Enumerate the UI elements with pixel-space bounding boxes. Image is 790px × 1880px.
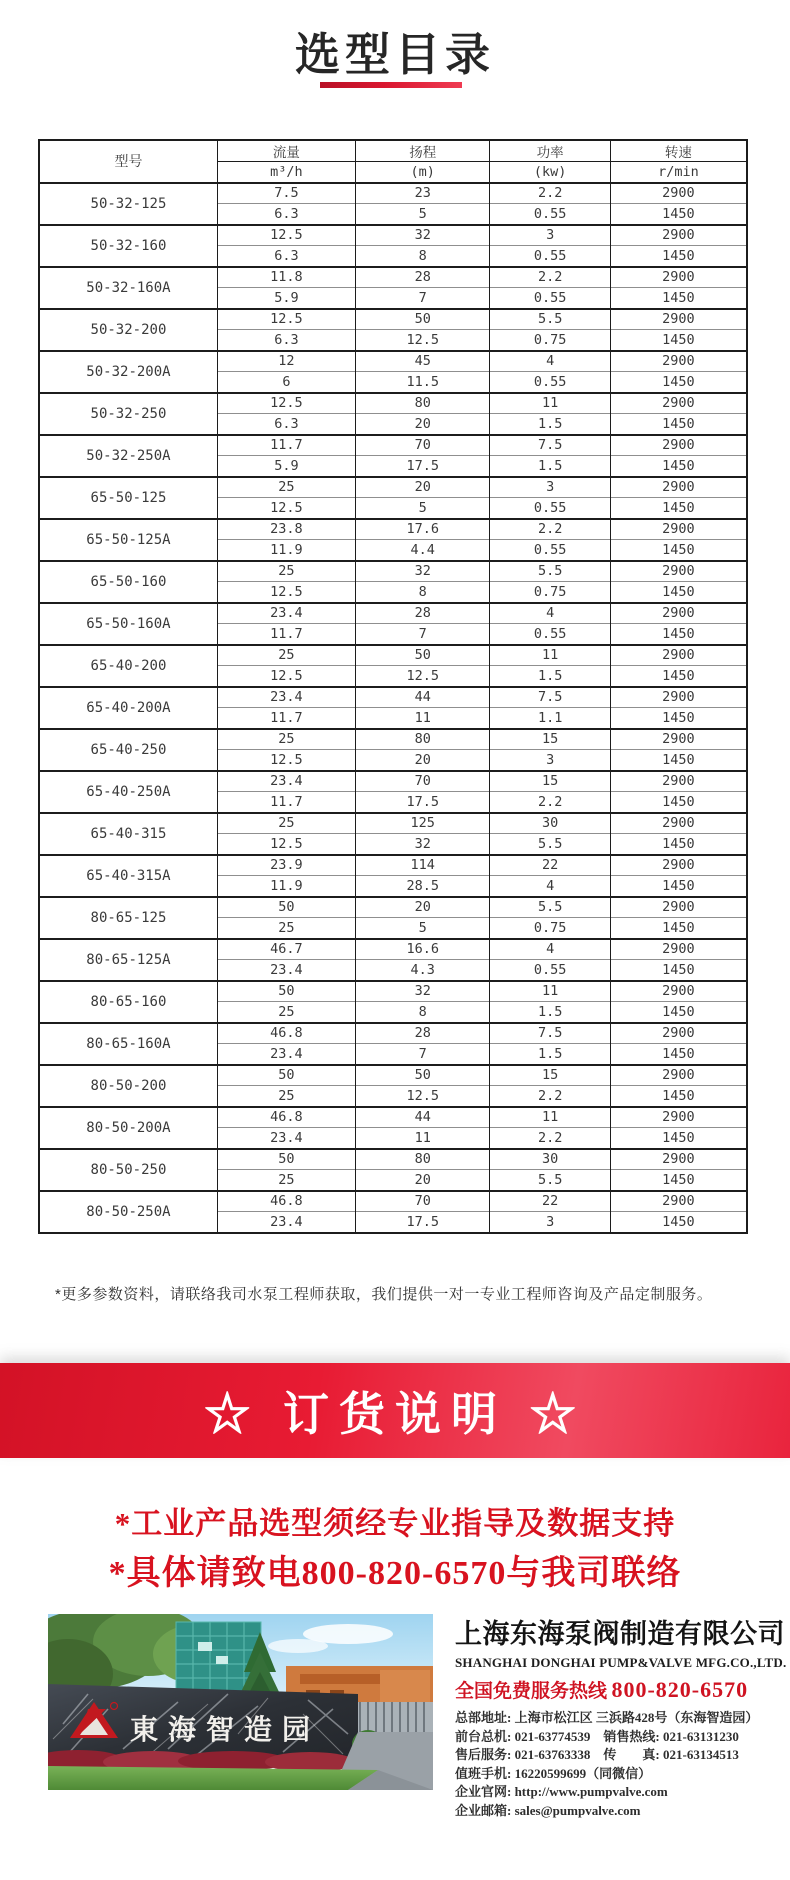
model-cell: 65-40-250: [39, 729, 217, 771]
table-cell: 2900: [610, 687, 747, 708]
table-cell: 70: [355, 435, 490, 456]
model-cell: 80-65-160A: [39, 1023, 217, 1065]
table-cell: 45: [355, 351, 490, 372]
table-cell: 23.4: [217, 960, 355, 981]
table-cell: 25: [217, 1170, 355, 1191]
table-cell: 1450: [610, 246, 747, 267]
table-cell: 4: [490, 351, 610, 372]
table-cell: 70: [355, 771, 490, 792]
table-cell: 46.7: [217, 939, 355, 960]
table-cell: 6.3: [217, 330, 355, 351]
table-cell: 23.4: [217, 1212, 355, 1233]
table-cell: 3: [490, 750, 610, 771]
table-cell: 1.5: [490, 1044, 610, 1065]
table-cell: 5.5: [490, 897, 610, 918]
table-cell: 0.55: [490, 498, 610, 519]
table-cell: 25: [217, 813, 355, 834]
table-cell: 32: [355, 561, 490, 582]
table-cell: 1450: [610, 456, 747, 477]
table-cell: 2900: [610, 645, 747, 666]
table-cell: 44: [355, 1107, 490, 1128]
table-cell: 12.5: [217, 225, 355, 246]
table-cell: 30: [490, 813, 610, 834]
table-cell: 50: [355, 309, 490, 330]
table-cell: 80: [355, 729, 490, 750]
model-cell: 65-40-315: [39, 813, 217, 855]
table-cell: 5.5: [490, 561, 610, 582]
table-cell: 50: [355, 645, 490, 666]
table-cell: 12.5: [355, 330, 490, 351]
model-cell: 65-40-315A: [39, 855, 217, 897]
model-cell: 80-65-125: [39, 897, 217, 939]
table-cell: 2900: [610, 981, 747, 1002]
table-cell: 1450: [610, 540, 747, 561]
model-cell: 65-40-200A: [39, 687, 217, 729]
table-cell: 11.7: [217, 708, 355, 729]
table-cell: 28: [355, 603, 490, 624]
table-cell: 2.2: [490, 519, 610, 540]
table-cell: 44: [355, 687, 490, 708]
table-cell: 1450: [610, 1086, 747, 1107]
contact-phones-1: 前台总机: 021-63774539 销售热线: 021-63131230: [455, 1728, 739, 1744]
model-cell: 80-50-250: [39, 1149, 217, 1191]
table-cell: 4.3: [355, 960, 490, 981]
table-cell: 12.5: [217, 393, 355, 414]
model-cell: 50-32-250A: [39, 435, 217, 477]
table-cell: 12.5: [217, 498, 355, 519]
table-cell: 6: [217, 372, 355, 393]
table-cell: 2900: [610, 477, 747, 498]
table-cell: 30: [490, 1149, 610, 1170]
table-cell: 0.55: [490, 372, 610, 393]
table-cell: 5.9: [217, 456, 355, 477]
table-cell: 1.5: [490, 1002, 610, 1023]
header-model: 型号: [39, 140, 217, 183]
table-cell: 1450: [610, 330, 747, 351]
table-cell: 0.55: [490, 246, 610, 267]
model-cell: 80-65-160: [39, 981, 217, 1023]
table-cell: 1450: [610, 414, 747, 435]
model-cell: 50-32-160: [39, 225, 217, 267]
table-cell: 4: [490, 939, 610, 960]
table-cell: 5.9: [217, 288, 355, 309]
table-cell: 50: [217, 981, 355, 1002]
header-speed-unit: r/min: [610, 162, 747, 183]
table-cell: 11: [490, 645, 610, 666]
table-cell: 5.5: [490, 1170, 610, 1191]
header-power: 功率: [490, 140, 610, 162]
table-cell: 0.75: [490, 582, 610, 603]
table-cell: 0.55: [490, 204, 610, 225]
table-cell: 32: [355, 981, 490, 1002]
table-cell: 7: [355, 624, 490, 645]
table-cell: 2.2: [490, 267, 610, 288]
table-cell: 1450: [610, 960, 747, 981]
table-cell: 114: [355, 855, 490, 876]
table-cell: 11: [355, 1128, 490, 1149]
table-cell: 2900: [610, 309, 747, 330]
table-cell: 1.5: [490, 666, 610, 687]
table-cell: 25: [217, 477, 355, 498]
table-cell: 25: [217, 1086, 355, 1107]
title-underline-bar: [320, 82, 462, 88]
factory-photo: [48, 1614, 433, 1790]
table-cell: 1450: [610, 792, 747, 813]
table-cell: 7.5: [490, 435, 610, 456]
table-cell: 1.1: [490, 708, 610, 729]
table-cell: 50: [217, 897, 355, 918]
table-cell: 5: [355, 204, 490, 225]
hotline-number: 800-820-6570: [611, 1677, 749, 1702]
table-cell: 125: [355, 813, 490, 834]
table-cell: 11.7: [217, 435, 355, 456]
table-cell: 2.2: [490, 1086, 610, 1107]
model-cell: 80-65-125A: [39, 939, 217, 981]
table-cell: 1450: [610, 876, 747, 897]
table-cell: 1450: [610, 372, 747, 393]
company-name-en: SHANGHAI DONGHAI PUMP&VALVE MFG.CO.,LTD.: [455, 1655, 787, 1670]
contact-website: 企业官网: http://www.pumpvalve.com: [455, 1784, 668, 1799]
model-cell: 80-50-200: [39, 1065, 217, 1107]
model-cell: 65-50-160A: [39, 603, 217, 645]
table-cell: 11: [490, 981, 610, 1002]
table-cell: 4: [490, 876, 610, 897]
contact-address: 总部地址: 上海市松江区 三浜路428号（东海智造园）: [455, 1710, 759, 1725]
table-cell: 7.5: [217, 183, 355, 204]
table-cell: 7.5: [490, 1023, 610, 1044]
model-cell: 80-50-250A: [39, 1191, 217, 1233]
model-cell: 50-32-250: [39, 393, 217, 435]
table-cell: 0.55: [490, 960, 610, 981]
table-cell: 11: [490, 393, 610, 414]
table-cell: 1450: [610, 288, 747, 309]
table-cell: 12.5: [217, 750, 355, 771]
table-cell: 23.4: [217, 603, 355, 624]
table-cell: 50: [355, 1065, 490, 1086]
table-cell: 2900: [610, 225, 747, 246]
table-cell: 1450: [610, 708, 747, 729]
table-cell: 4.4: [355, 540, 490, 561]
table-cell: 1450: [610, 582, 747, 603]
table-cell: 7.5: [490, 687, 610, 708]
table-cell: 2900: [610, 939, 747, 960]
table-cell: 6.3: [217, 204, 355, 225]
table-cell: 12: [217, 351, 355, 372]
notice-line-1: *工业产品选型须经专业指导及数据支持: [114, 1506, 676, 1541]
table-cell: 20: [355, 897, 490, 918]
table-cell: 28.5: [355, 876, 490, 897]
table-cell: 7: [355, 1044, 490, 1065]
table-cell: 2900: [610, 183, 747, 204]
table-cell: 15: [490, 1065, 610, 1086]
table-cell: 2900: [610, 855, 747, 876]
table-cell: 0.55: [490, 288, 610, 309]
table-cell: 22: [490, 1191, 610, 1212]
service-hotline: [455, 1676, 780, 1703]
table-cell: 25: [217, 561, 355, 582]
selection-table-body: [39, 183, 747, 1233]
table-cell: 2.2: [490, 792, 610, 813]
table-cell: 7: [355, 288, 490, 309]
table-cell: 17.5: [355, 456, 490, 477]
header-flow: 流量: [217, 140, 355, 162]
table-cell: 11.9: [217, 540, 355, 561]
table-cell: 1.5: [490, 414, 610, 435]
model-cell: 65-50-125A: [39, 519, 217, 561]
contact-phones-2: 售后服务: 021-63763338 传 真: 021-63134513: [455, 1747, 739, 1762]
photo-sign-text: 東海智造园: [130, 1714, 321, 1745]
table-cell: 8: [355, 582, 490, 603]
table-cell: 2900: [610, 729, 747, 750]
table-cell: 46.8: [217, 1191, 355, 1212]
table-cell: 11.8: [217, 267, 355, 288]
table-cell: 11.9: [217, 876, 355, 897]
table-cell: 23.4: [217, 1128, 355, 1149]
header-head-unit: (m): [355, 162, 490, 183]
table-cell: 3: [490, 1212, 610, 1233]
company-info: [455, 1612, 787, 1820]
table-cell: 28: [355, 1023, 490, 1044]
hotline-label: 全国免费服务热线: [455, 1681, 608, 1702]
table-cell: 1450: [610, 498, 747, 519]
table-cell: 12.5: [217, 666, 355, 687]
table-cell: 80: [355, 1149, 490, 1170]
note-text: *更多参数资料，请联络我司水泵工程师获取，我们提供一对一专业工程师咨询及产品定制服务。: [55, 1286, 713, 1303]
table-cell: 3: [490, 477, 610, 498]
table-cell: 2900: [610, 897, 747, 918]
table-cell: 23.8: [217, 519, 355, 540]
table-cell: 17.5: [355, 1212, 490, 1233]
table-cell: 5.5: [490, 834, 610, 855]
model-cell: 65-40-250A: [39, 771, 217, 813]
table-cell: 32: [355, 225, 490, 246]
table-cell: 16.6: [355, 939, 490, 960]
table-cell: 8: [355, 1002, 490, 1023]
header-flow-unit: m³/h: [217, 162, 355, 183]
table-cell: 8: [355, 246, 490, 267]
table-cell: 2900: [610, 603, 747, 624]
model-cell: 65-40-200: [39, 645, 217, 687]
table-cell: 11: [490, 1107, 610, 1128]
table-cell: 23.4: [217, 687, 355, 708]
table-cell: 1450: [610, 624, 747, 645]
table-cell: 1450: [610, 666, 747, 687]
table-cell: 1450: [610, 918, 747, 939]
selection-table: [38, 139, 748, 1234]
contact-list: [455, 1709, 780, 1820]
table-cell: 4: [490, 603, 610, 624]
table-cell: 2.2: [490, 1128, 610, 1149]
table-cell: 1450: [610, 1044, 747, 1065]
table-cell: 5: [355, 918, 490, 939]
company-name-cn: 上海东海泵阀制造有限公司: [455, 1619, 785, 1649]
table-cell: 6.3: [217, 246, 355, 267]
table-cell: 25: [217, 645, 355, 666]
table-cell: 2900: [610, 1191, 747, 1212]
table-cell: 46.8: [217, 1107, 355, 1128]
table-cell: 32: [355, 834, 490, 855]
table-cell: 2900: [610, 771, 747, 792]
table-cell: 20: [355, 477, 490, 498]
table-cell: 2900: [610, 1065, 747, 1086]
table-cell: 0.75: [490, 918, 610, 939]
table-cell: 12.5: [217, 582, 355, 603]
table-cell: 15: [490, 729, 610, 750]
model-cell: 65-50-160: [39, 561, 217, 603]
table-cell: 11.5: [355, 372, 490, 393]
table-cell: 1450: [610, 204, 747, 225]
table-cell: 25: [217, 918, 355, 939]
table-cell: 1450: [610, 834, 747, 855]
table-cell: 50: [217, 1065, 355, 1086]
banner-title: ☆ 订货说明 ☆: [204, 1387, 586, 1440]
model-cell: 50-32-125: [39, 183, 217, 225]
table-cell: 0.75: [490, 330, 610, 351]
model-cell: 50-32-200A: [39, 351, 217, 393]
table-cell: 5.5: [490, 309, 610, 330]
notice-line-2: *具体请致电800-820-6570与我司联络: [108, 1555, 682, 1592]
table-cell: 17.5: [355, 792, 490, 813]
table-cell: 23.4: [217, 1044, 355, 1065]
page-title: 选型目录: [294, 29, 495, 80]
contact-email: 企业邮箱: sales@pumpvalve.com: [455, 1802, 641, 1818]
table-cell: 20: [355, 414, 490, 435]
table-cell: 11: [355, 708, 490, 729]
table-cell: 2900: [610, 519, 747, 540]
header-head: 扬程: [355, 140, 490, 162]
table-cell: 2.2: [490, 183, 610, 204]
table-cell: 12.5: [217, 834, 355, 855]
table-cell: 2900: [610, 1023, 747, 1044]
table-cell: 23: [355, 183, 490, 204]
model-cell: 65-50-125: [39, 477, 217, 519]
table-cell: 2900: [610, 1107, 747, 1128]
table-cell: 3: [490, 225, 610, 246]
model-cell: 80-50-200A: [39, 1107, 217, 1149]
table-cell: 28: [355, 267, 490, 288]
table-cell: 1450: [610, 1212, 747, 1233]
table-cell: 46.8: [217, 1023, 355, 1044]
table-cell: 70: [355, 1191, 490, 1212]
table-cell: 20: [355, 750, 490, 771]
table-cell: 12.5: [355, 666, 490, 687]
table-cell: 1.5: [490, 456, 610, 477]
table-cell: 23.4: [217, 771, 355, 792]
table-cell: 23.9: [217, 855, 355, 876]
header-speed: 转速: [610, 140, 747, 162]
table-cell: 2900: [610, 393, 747, 414]
table-cell: 1450: [610, 1170, 747, 1191]
table-cell: 2900: [610, 351, 747, 372]
table-cell: 17.6: [355, 519, 490, 540]
table-cell: 2900: [610, 813, 747, 834]
table-cell: 11.7: [217, 792, 355, 813]
table-cell: 1450: [610, 750, 747, 771]
table-cell: 80: [355, 393, 490, 414]
table-cell: 2900: [610, 267, 747, 288]
table-cell: 12.5: [217, 309, 355, 330]
table-cell: 6.3: [217, 414, 355, 435]
table-cell: 22: [490, 855, 610, 876]
table-cell: 0.55: [490, 540, 610, 561]
model-cell: 50-32-160A: [39, 267, 217, 309]
table-cell: 0.55: [490, 624, 610, 645]
table-cell: 50: [217, 1149, 355, 1170]
table-cell: 1450: [610, 1002, 747, 1023]
table-cell: 25: [217, 729, 355, 750]
table-cell: 2900: [610, 561, 747, 582]
table-cell: 2900: [610, 435, 747, 456]
table-cell: 2900: [610, 1149, 747, 1170]
table-cell: 11.7: [217, 624, 355, 645]
contact-mobile: 值班手机: 16220599699（同微信）: [455, 1765, 652, 1781]
table-cell: 5: [355, 498, 490, 519]
table-cell: 20: [355, 1170, 490, 1191]
table-cell: 15: [490, 771, 610, 792]
order-instructions-banner: [0, 1363, 790, 1458]
header-power-unit: (kw): [490, 162, 610, 183]
table-cell: 1450: [610, 1128, 747, 1149]
table-cell: 12.5: [355, 1086, 490, 1107]
model-cell: 50-32-200: [39, 309, 217, 351]
table-cell: 25: [217, 1002, 355, 1023]
